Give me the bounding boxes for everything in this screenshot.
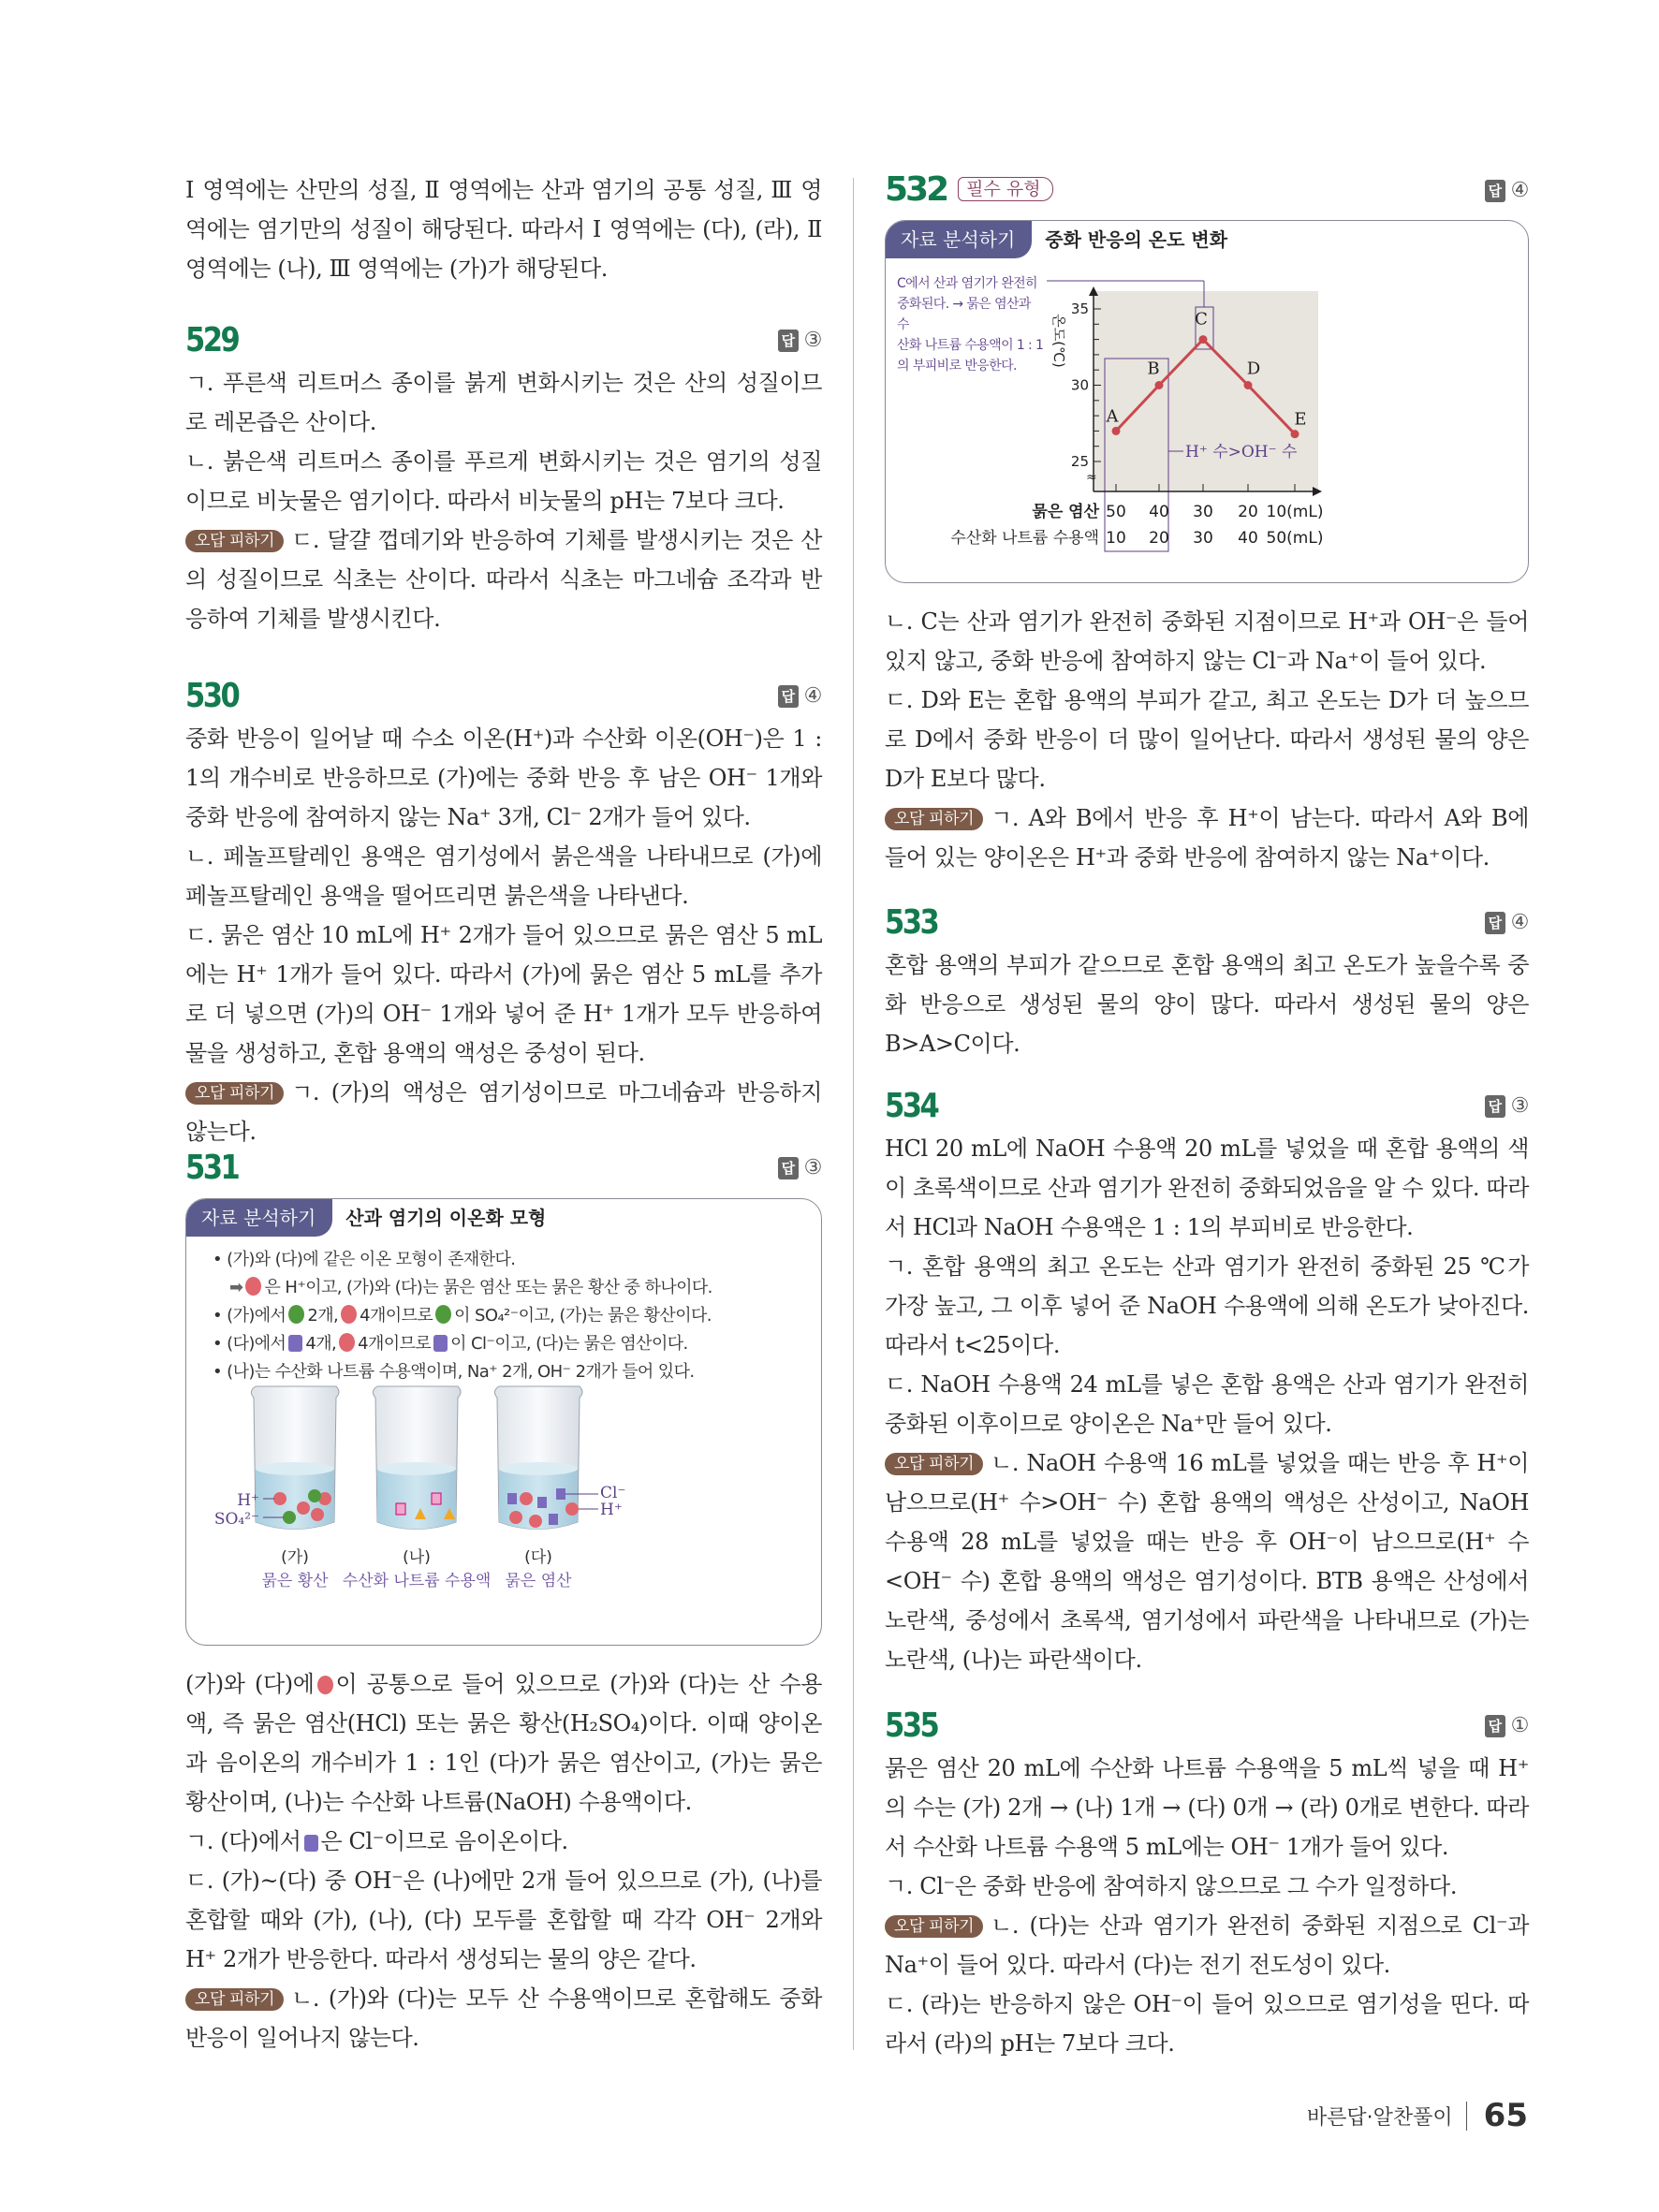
question-number: 529 xyxy=(185,321,239,359)
avoid-badge: 오답 피하기 xyxy=(185,1082,284,1105)
answer-value: ④ xyxy=(803,684,822,708)
question-532 xyxy=(885,168,1529,213)
bullet-text: 4개, xyxy=(305,1334,337,1354)
paragraph: ㄱ. 혼합 용액의 최고 온도는 산과 염기가 완전히 중화된 25 ℃가 가장 높고, 그 이후 넣어 준 NaOH 수용액에 의해 온도가 낮아진다. 따라서 t<25이다. xyxy=(885,1253,1529,1358)
avoid-text: ㄴ. (가)와 (다)는 모두 산 수용액이므로 혼합해도 중화 반응이 일어나지 않는다. xyxy=(185,1985,822,2051)
question-number: 533 xyxy=(885,903,938,942)
red-ion-icon xyxy=(317,1676,333,1694)
avoid-text: ㄴ. (다)는 산과 염기가 완전히 중화된 지점으로 Cl⁻과 Na⁺이 들어 있다. 따라서 (다)는 전기 전도성이 있다. xyxy=(885,1912,1529,1978)
beaker-name: 수산화 나트륨 수용액 xyxy=(342,1572,492,1590)
question-529 xyxy=(185,318,822,638)
answer-value: ③ xyxy=(1510,1094,1529,1118)
beaker-label: (나) xyxy=(403,1548,431,1567)
question-530 xyxy=(185,674,822,1151)
answer-value: ③ xyxy=(803,329,822,352)
bullet-text: 이 Cl⁻이고, (다)는 묽은 염산이다. xyxy=(450,1334,688,1354)
answer-badge xyxy=(778,321,822,360)
bullet-2: • (가)에서 2개, 4개이므로 이 SO₄²⁻이고, (가)는 묽은 황산이다. xyxy=(213,1306,712,1326)
text: ㄱ. (다)에서 xyxy=(185,1828,301,1854)
temperature-chart xyxy=(886,221,1528,582)
row-label-hcl: 묽은 염산 xyxy=(1032,503,1099,521)
ion-label: Cl⁻ xyxy=(600,1484,626,1502)
question-number: 530 xyxy=(185,677,239,715)
question-heading xyxy=(885,170,1053,212)
avoid-text: ㄷ. 달걀 껍데기와 반응하여 기체를 발생시키는 것은 산의 성질이므로 식초는 산이다. 따라서 식초는 마그네슘 조각과 반응하여 기체를 발생시킨다. xyxy=(185,527,822,632)
axis-break-icon: ≈ xyxy=(1086,470,1097,485)
bullet-text: (다)에서 xyxy=(227,1334,286,1354)
paragraph xyxy=(185,1822,822,1861)
arrow-icon: ➡ xyxy=(229,1278,243,1297)
annotation-line: 산화 나트륨 수용액이 1 : 1 xyxy=(897,338,1044,353)
text: (가)와 (다)에 xyxy=(185,1671,315,1697)
bullet-text: 4개이므로 xyxy=(360,1306,433,1326)
answer-icon: 답 xyxy=(778,330,799,352)
answer-badge xyxy=(1485,171,1529,211)
question-531 xyxy=(185,1146,822,1191)
bullet-text: (나)는 수산화 나트륨 수용액이며, Na⁺ 2개, OH⁻ 2개가 들어 있다. xyxy=(227,1362,695,1382)
avoid-badge: 오답 피하기 xyxy=(885,1915,983,1938)
intro-text: Ⅰ 영역에는 산만의 성질, Ⅱ 영역에는 산과 염기의 공통 성질, Ⅲ 영역에는 염기만의 성질이 해당된다. 따라서 Ⅰ 영역에는 (다), (라), Ⅱ 영역에는 (나), Ⅲ 영역에는 (가)가 해당된다. xyxy=(185,177,822,282)
question-533 xyxy=(885,901,1529,1063)
ion-label: H⁺ xyxy=(600,1501,623,1519)
avoid-text: ㄱ. (가)의 액성은 염기성이므로 마그네슘과 반응하지 않는다. xyxy=(185,1079,822,1145)
answer-icon: 답 xyxy=(1485,912,1505,934)
h-ion xyxy=(529,1515,542,1528)
analysis-title: 산과 염기의 이온화 모형 xyxy=(345,1207,547,1229)
beaker-caption-da xyxy=(463,1544,613,1590)
x-tick-label-naoh: 30 xyxy=(1193,529,1213,548)
purple-ion-icon xyxy=(304,1835,318,1852)
question-534 xyxy=(885,1084,1529,1679)
x-tick-label-naoh: 50(mL) xyxy=(1266,529,1324,548)
beaker-name: 묽은 염산 xyxy=(505,1572,572,1590)
answer-icon: 답 xyxy=(1485,180,1505,202)
question-number: 531 xyxy=(185,1149,239,1187)
range-note: H⁺ 수>OH⁻ 수 xyxy=(1185,443,1298,461)
y-tick-label: 30 xyxy=(1070,376,1089,394)
answer-badge xyxy=(1485,1707,1529,1746)
h-ion xyxy=(273,1492,286,1505)
answer-badge xyxy=(1485,903,1529,943)
paragraph: 중화 반응이 일어날 때 수소 이온(H⁺)과 수산화 이온(OH⁻)은 1 : 1의 개수비로 반응하므로 (가)에는 중화 반응 후 남은 OH⁻ 1개와 중화 반응에 참여하지 않는 Na⁺ 3개, Cl⁻ 2개가 들어 있다. xyxy=(185,725,822,830)
avoid-badge: 오답 피하기 xyxy=(885,808,983,830)
bullet-text: 이 SO₄²⁻이고, (가)는 묽은 황산이다. xyxy=(454,1306,712,1326)
data-point-D xyxy=(1244,381,1253,389)
x-tick-label-hcl: 30 xyxy=(1193,503,1213,521)
beaker-label: (가) xyxy=(281,1548,309,1567)
avoid-badge: 오답 피하기 xyxy=(185,530,284,552)
na-ion xyxy=(396,1503,405,1515)
cl-ion xyxy=(549,1514,558,1525)
data-point-C xyxy=(1199,335,1208,344)
question-number: 535 xyxy=(885,1707,938,1745)
beaker-da xyxy=(494,1386,598,1530)
cl-ion xyxy=(537,1497,547,1508)
cl-ion xyxy=(556,1488,565,1500)
so4-ion xyxy=(283,1511,296,1524)
paragraph xyxy=(185,1664,822,1822)
essential-type-tag: 필수 유형 xyxy=(958,177,1052,201)
point-label-E: E xyxy=(1294,409,1307,430)
page-footer xyxy=(1307,2097,1528,2134)
bullet-text: 은 H⁺이고, (가)와 (다)는 묽은 염산 또는 묽은 황산 중 하나이다. xyxy=(264,1278,712,1297)
ion-label: SO₄²⁻ xyxy=(213,1510,259,1529)
data-point-B xyxy=(1155,381,1164,389)
annotation-line: 중화된다. → 묽은 염산과 수 xyxy=(897,297,1031,332)
column-divider xyxy=(853,178,854,2050)
answer-value: ① xyxy=(1510,1714,1529,1737)
na-ion xyxy=(432,1493,441,1504)
paragraph: 묽은 염산 20 mL에 수산화 나트륨 수용액을 5 mL씩 넣을 때 H⁺의 수는 (가) 2개 → (나) 1개 → (다) 0개 → (라) 0개로 변한다. 따라서 수산화 나트륨 수용액 5 mL에는 OH⁻ 1개가 들어 있다. xyxy=(885,1755,1529,1860)
point-label-A: A xyxy=(1106,406,1119,427)
page-number: 65 xyxy=(1483,2097,1528,2134)
question-number: 534 xyxy=(885,1087,938,1125)
paragraph: ㄱ. 푸른색 리트머스 종이를 붉게 변화시키는 것은 산의 성질이므로 레몬즙은 산이다. xyxy=(185,370,822,435)
paragraph: ㄷ. (라)는 반응하지 않은 OH⁻이 들어 있으므로 염기성을 띤다. 따라서 (라)의 pH는 7보다 크다. xyxy=(885,1991,1529,2057)
answer-value: ③ xyxy=(803,1156,822,1179)
y-tick-label: 35 xyxy=(1070,300,1089,317)
ion-labels-da xyxy=(600,1485,656,1518)
answer-value: ④ xyxy=(1510,911,1529,934)
paragraph: ㄱ. Cl⁻은 중화 반응에 참여하지 않으므로 그 수가 일정하다. xyxy=(885,1873,1458,1899)
h-ion xyxy=(297,1502,310,1515)
avoid-paragraph xyxy=(185,1073,822,1151)
paragraph: ㄴ. 페놀프탈레인 용액은 염기성에서 붉은색을 나타내므로 (가)에 페놀프탈레인 용액을 떨어뜨리면 붉은색을 나타낸다. xyxy=(185,843,822,909)
bullet-text: 4개이므로 xyxy=(358,1334,432,1354)
bullet-4: • (나)는 수산화 나트륨 수용액이며, Na⁺ 2개, OH⁻ 2개가 들어 있다. xyxy=(213,1362,695,1382)
h-ion xyxy=(311,1508,324,1521)
analysis-tab: 자료 분석하기 xyxy=(186,1199,332,1237)
so4-ion xyxy=(308,1489,321,1502)
avoid-paragraph xyxy=(185,520,822,638)
avoid-paragraph xyxy=(885,798,1529,877)
paragraph: HCl 20 mL에 NaOH 수용액 20 mL를 넣었을 때 혼합 용액의 색이 초록색이므로 산과 염기가 완전히 중화되었음을 알 수 있다. 따라서 HCl과 NaOH 수용액은 1 : 1의 부피비로 반응한다. xyxy=(885,1135,1529,1240)
analysis-box-532 xyxy=(885,220,1529,583)
avoid-badge: 오답 피하기 xyxy=(885,1453,983,1475)
paragraph: ㄷ. D와 E는 혼합 용액의 부피가 같고, 최고 온도는 D가 더 높으므로 D에서 중화 반응이 더 많이 일어난다. 따라서 생성된 물의 양은 D가 E보다 많다. xyxy=(885,687,1529,792)
beaker-na xyxy=(373,1386,461,1530)
avoid-paragraph xyxy=(885,1906,1529,1985)
avoid-badge: 오답 피하기 xyxy=(185,1988,284,2011)
paragraph: ㄷ. NaOH 수용액 24 mL를 넣은 혼합 용액은 산과 염기가 완전히 중화된 이후이므로 양이온은 Na⁺만 들어 있다. xyxy=(885,1371,1529,1437)
point-label-B: B xyxy=(1147,359,1160,379)
data-point-A xyxy=(1112,427,1121,435)
footer-title: 바른답·알찬풀이 xyxy=(1307,2102,1467,2131)
beaker-label: (다) xyxy=(524,1548,552,1567)
annotation-line: C에서 산과 염기가 완전히 xyxy=(897,276,1037,291)
answer-value: ④ xyxy=(1510,179,1529,202)
x-tick-label-naoh: 20 xyxy=(1149,529,1169,548)
analysis-title: 중화 반응의 온도 변화 xyxy=(1045,228,1228,251)
row-label-naoh: 수산화 나트륨 수용액 xyxy=(950,529,1099,548)
x-tick-label-hcl: 50 xyxy=(1106,503,1126,521)
paragraph: 혼합 용액의 부피가 같으므로 혼합 용액의 최고 온도가 높을수록 중화 반응으로 생성된 물의 양이 많다. 따라서 생성된 물의 양은 B>A>C이다. xyxy=(885,952,1529,1057)
bullet-text: (가)에서 xyxy=(227,1306,286,1326)
data-point-E xyxy=(1291,430,1299,438)
x-tick-label-naoh: 10 xyxy=(1106,529,1126,548)
h-ion xyxy=(509,1511,522,1524)
y-tick-label: 25 xyxy=(1070,453,1089,470)
beaker-ga xyxy=(251,1386,339,1530)
h-ion xyxy=(520,1492,533,1505)
ion-labels-ga xyxy=(203,1491,259,1529)
analysis-tab: 자료 분석하기 xyxy=(886,221,1032,258)
answer-icon: 답 xyxy=(1485,1715,1505,1737)
question-number: 532 xyxy=(885,169,947,209)
paragraph: ㄷ. 묽은 염산 10 mL에 H⁺ 2개가 들어 있으므로 묽은 염산 5 mL에는 H⁺ 1개가 들어 있다. 따라서 (가)에 묽은 염산 5 mL를 추가로 더 넣으면 (가)의 OH⁻ 1개와 넣어 준 H⁺ 1개가 모두 반응하여 물을 생성하고, 혼합 용액의 액성은 중성이 된다. xyxy=(185,922,822,1066)
y-axis-label: 온도(℃) xyxy=(1050,314,1067,368)
question-532-explanation xyxy=(885,602,1529,877)
beaker-name: 묽은 황산 xyxy=(261,1572,329,1590)
paragraph: ㄷ. (가)~(다) 중 OH⁻은 (나)에만 2개 들어 있으므로 (가), (나)를 혼합할 때와 (가), (나), (다) 모두를 혼합할 때 각각 OH⁻ 2개와 H⁺ 2개가 반응한다. 따라서 생성되는 물의 양은 같다. xyxy=(185,1868,822,1972)
x-tick-label-naoh: 40 xyxy=(1238,529,1258,548)
annotation-line: 의 부피비로 반응한다. xyxy=(897,359,1017,374)
point-label-C: C xyxy=(1195,309,1208,330)
question-535 xyxy=(885,1704,1529,2063)
x-tick-label-hcl: 40 xyxy=(1149,503,1169,521)
avoid-paragraph xyxy=(885,1443,1529,1679)
text: 이 공통으로 들어 있으므로 (가)와 (다)는 산 수용액, 즉 묽은 염산(HCl) 또는 묽은 황산(H₂SO₄)이다. 이때 양이온과 음이온의 개수비가 1 : 1인 (다)가 묽은 염산이고, (가)는 묽은 황산이며, (나)는 수산화 나트륨(NaOH) 수용액이다. xyxy=(185,1671,822,1815)
answer-badge xyxy=(1485,1087,1529,1126)
answer-icon: 답 xyxy=(778,1157,799,1179)
answer-icon: 답 xyxy=(778,685,799,708)
cl-ion xyxy=(507,1493,517,1504)
avoid-text: ㄱ. A와 B에서 반응 후 H⁺이 남는다. 따라서 A와 B에 들어 있는 양이온은 H⁺과 중화 반응에 참여하지 않는 Na⁺이다. xyxy=(885,805,1529,871)
paragraph: ㄴ. 붉은색 리트머스 종이를 푸르게 변화시키는 것은 염기의 성질이므로 비눗물은 염기이다. 따라서 비눗물의 pH는 7보다 크다. xyxy=(185,448,822,514)
bullet-1: • (가)와 (다)에 같은 이온 모형이 존재한다. xyxy=(213,1250,516,1269)
bullet-text: (가)와 (다)에 같은 이온 모형이 존재한다. xyxy=(227,1250,516,1269)
question-531-explanation xyxy=(185,1664,822,2058)
paragraph: ㄴ. C는 산과 염기가 완전히 중화된 지점이므로 H⁺과 OH⁻은 들어 있지 않고, 중화 반응에 참여하지 않는 Cl⁻과 Na⁺이 들어 있다. xyxy=(885,608,1529,674)
answer-badge xyxy=(778,1149,822,1188)
analysis-box-531 xyxy=(185,1198,822,1646)
x-tick-label-hcl: 20 xyxy=(1238,503,1258,521)
h-ion xyxy=(565,1502,579,1516)
point-label-D: D xyxy=(1246,359,1261,379)
avoid-paragraph xyxy=(185,1979,822,2058)
intro-paragraph xyxy=(185,170,822,288)
x-tick-label-hcl: 10(mL) xyxy=(1266,503,1324,521)
bullet-text: 2개, xyxy=(307,1306,339,1326)
answer-icon: 답 xyxy=(1485,1095,1505,1118)
ion-label: H⁺ xyxy=(237,1491,259,1510)
bullet-3: • (다)에서 4개, 4개이므로 이 Cl⁻이고, (다)는 묽은 염산이다. xyxy=(213,1334,688,1354)
avoid-text: ㄴ. NaOH 수용액 16 mL를 넣었을 때는 반응 후 H⁺이 남으므로(H⁺ 수>OH⁻ 수) 혼합 용액의 액성은 산성이고, NaOH 수용액 28 mL를 넣었을 때는 반응 후 OH⁻이 남으므로(H⁺ 수<OH⁻ 수) 혼합 용액의 액성은 염기성이다. BTB 용액은 산성에서 노란색, 중성에서 초록색, 염기성에서 파란색을 나타내므로 (가)는 노란색, (나)는 파란색이다. xyxy=(885,1450,1529,1673)
text: 은 Cl⁻이므로 음이온이다. xyxy=(320,1828,568,1854)
answer-badge xyxy=(778,677,822,716)
